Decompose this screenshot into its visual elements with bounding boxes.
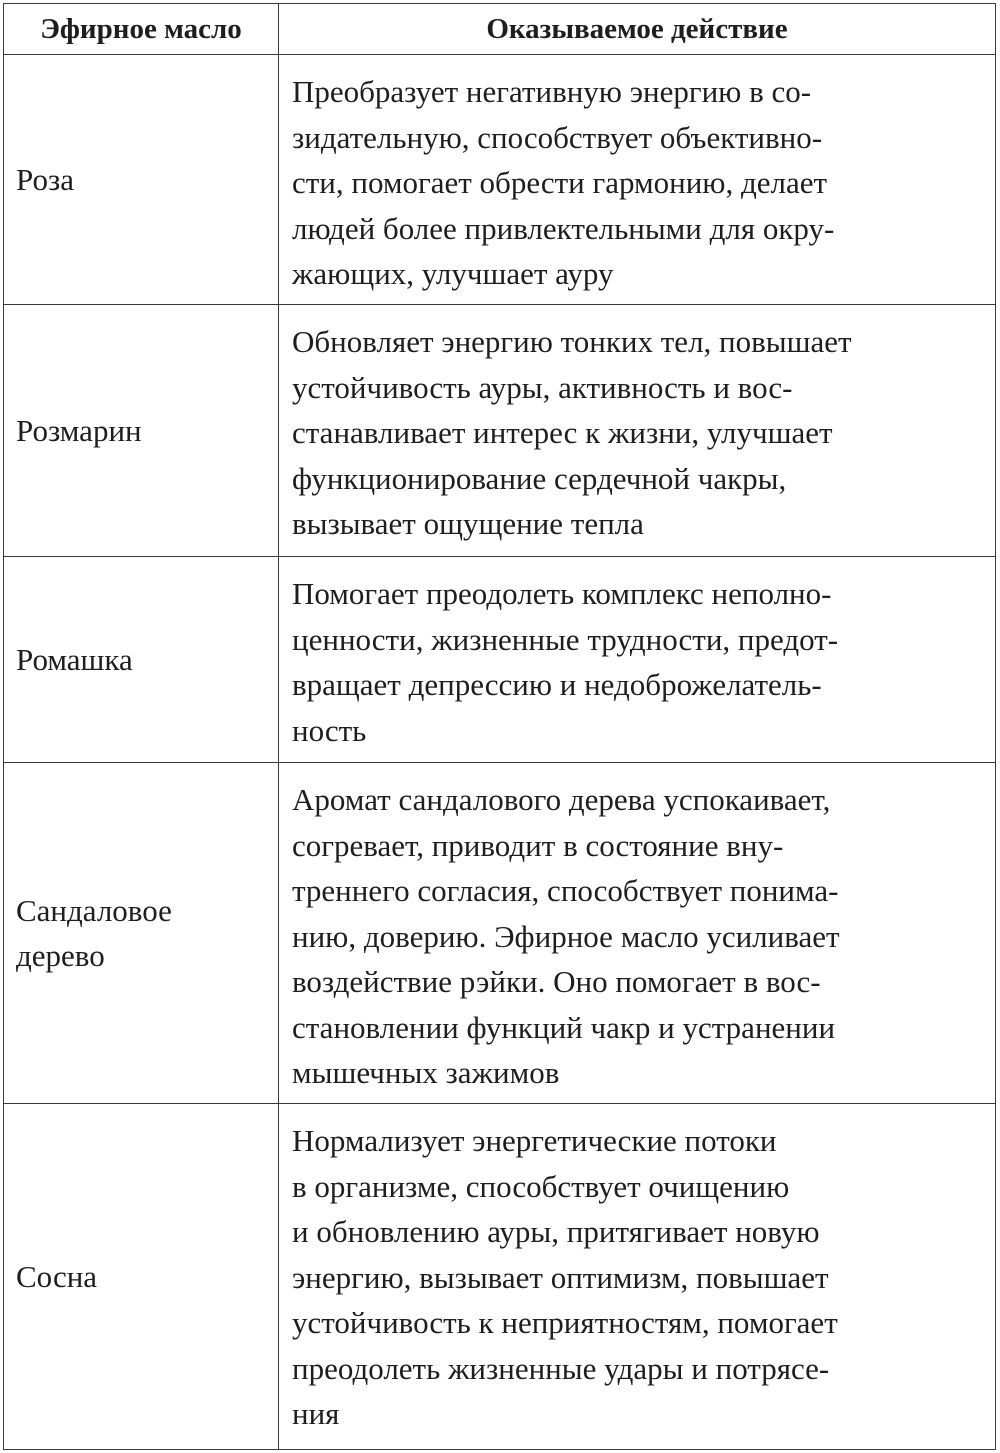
oil-name-cell xyxy=(4,55,279,305)
effect-line: треннего согласия, способствует понима- xyxy=(292,873,839,908)
effect-line: согревает, приводит в состояние вну- xyxy=(292,827,784,863)
effect-line: энергию, вызывает оптимизм, повышает xyxy=(292,1259,829,1295)
effect-line: Обновляет энергию тонких тел, повышает xyxy=(292,324,852,359)
effect-cell xyxy=(279,763,996,1104)
effect-line: нию, доверию. Эфирное масло усиливает xyxy=(292,918,840,954)
oil-name-line: Роза xyxy=(16,162,74,197)
effect-line: Преобразует негативную энергию в со- xyxy=(292,74,812,109)
oil-name-cell xyxy=(4,557,279,763)
effect-cell xyxy=(279,557,996,763)
oil-name-line: Сосна xyxy=(16,1259,98,1294)
table-row xyxy=(4,1104,996,1450)
oil-name-cell xyxy=(4,763,279,1104)
header-row xyxy=(4,4,996,55)
effect-line: и обновлению ауры, притягивает новую xyxy=(292,1214,820,1249)
effect-line: устойчивость к неприятностям, помогает xyxy=(292,1305,838,1340)
effect-line: Помогает преодолеть комплекс неполно- xyxy=(292,576,832,611)
table-row xyxy=(4,305,996,557)
effect-cell xyxy=(279,305,996,557)
effect-line: вызывает ощущение тепла xyxy=(292,506,644,541)
effect-line: функционирование сердечной чакры, xyxy=(292,460,787,496)
effect-cell xyxy=(279,55,996,305)
table-row xyxy=(4,557,996,763)
effect-line: станавливает интерес к жизни, улучшает xyxy=(292,415,833,450)
effect-line: Аромат сандалового дерева успокаивает, xyxy=(292,782,831,817)
effect-line: в организме, способствует очищению xyxy=(292,1168,790,1204)
header-effect: Оказываемое действие xyxy=(279,4,996,55)
effect-line: ния xyxy=(292,1396,340,1431)
effect-line: жающих, улучшает ауру xyxy=(292,256,614,291)
oil-name-line: дерево xyxy=(16,938,105,973)
effect-line: людей более привлектельными для окру- xyxy=(292,210,835,246)
effect-line: ность xyxy=(292,712,367,748)
effect-line: вращает депрессию и недоброжелатель- xyxy=(292,667,822,702)
table-row xyxy=(4,55,996,305)
effect-line: ценности, жизненные трудности, предот- xyxy=(292,621,839,657)
oil-name-cell xyxy=(4,1104,279,1450)
effect-line: сти, помогает обрести гармонию, делает xyxy=(292,165,828,200)
effect-line: Нормализует энергетические потоки xyxy=(292,1123,777,1158)
effect-line: становлении функций чакр и устранении xyxy=(292,1009,836,1045)
oil-name-line: Розмарин xyxy=(16,413,142,448)
effect-cell xyxy=(279,1104,996,1450)
oil-name-cell xyxy=(4,305,279,557)
table-row xyxy=(4,763,996,1104)
essential-oils-table xyxy=(3,3,996,1450)
oil-name-line: Сандаловое xyxy=(16,893,172,928)
header-oil: Эфирное масло xyxy=(4,4,279,55)
oil-name-line: Ромашка xyxy=(16,642,133,677)
effect-line: мышечных зажимов xyxy=(292,1055,560,1090)
effect-line: зидательную, способствует объективно- xyxy=(292,119,823,155)
effect-line: устойчивость ауры, активность и вос- xyxy=(292,369,793,405)
effect-line: преодолеть жизненные удары и потрясе- xyxy=(292,1350,830,1386)
effect-line: воздействие рэйки. Оно помогает в вос- xyxy=(292,964,821,999)
